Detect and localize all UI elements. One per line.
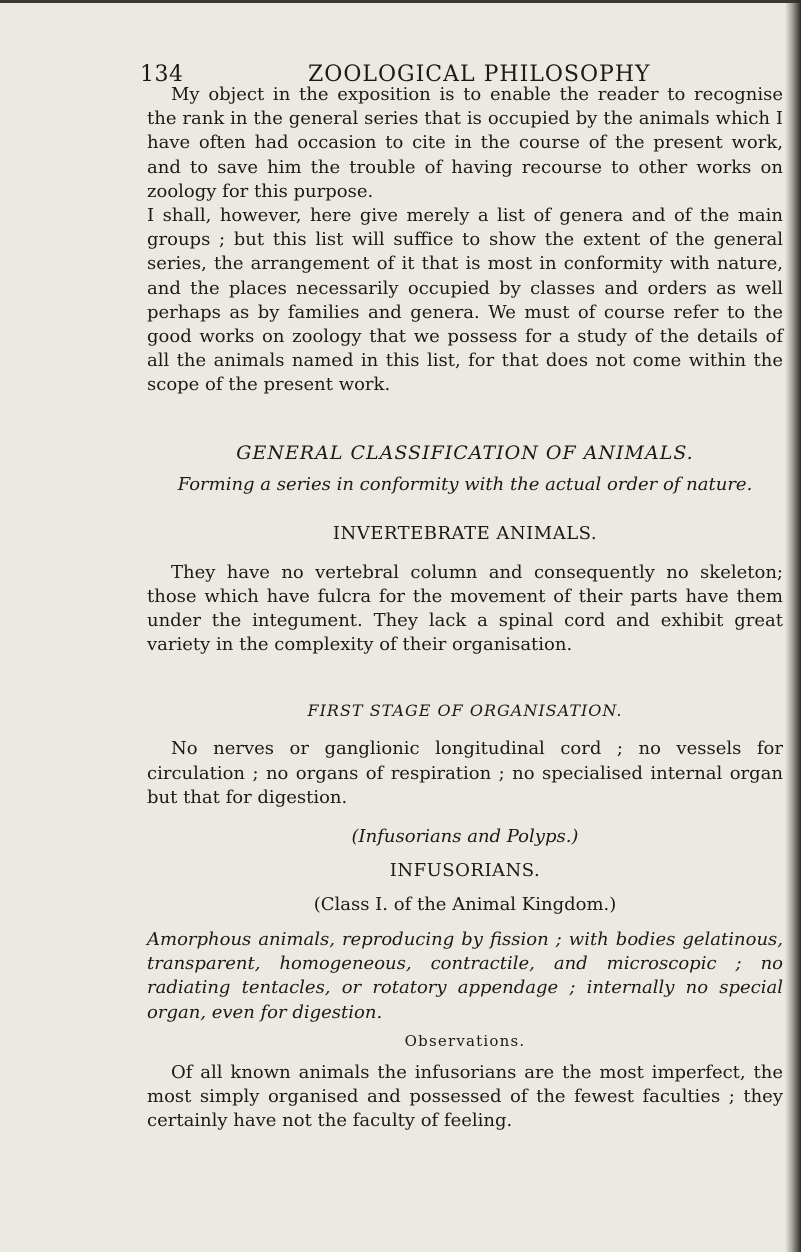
- infusorians-description: Amorphous animals, reproducing by fission ; with bodies gelatinous, transparent, homogeneous, contractile, and microscopic ; no radiating tentacles, or rotatory appendage ; internally no special organ, even for digestion.: [147, 929, 783, 1023]
- page-body: [147, 83, 783, 1133]
- infusorians-heading: INFUSORIANS.: [389, 860, 541, 882]
- section-subtitle: Forming a series in conformity with the actual order of nature.: [177, 473, 753, 495]
- intro-paragraph-1: My object in the exposition is to enable the reader to recognise the rank in the general series that is occupied by the animals which I have often had occasion to cite in the course of the present work, and to save him the trouble of having recourse to other works on zoology for this purpose.: [147, 84, 783, 202]
- group-label: (Infusorians and Polyps.): [351, 826, 579, 848]
- invertebrates-heading: INVERTEBRATE ANIMALS.: [332, 522, 598, 544]
- class-label: (Class I. of the Animal Kingdom.): [313, 894, 617, 916]
- observations-heading: Observations.: [404, 1031, 526, 1050]
- invertebrates-paragraph: They have no vertebral column and consequently no skeleton; those which have fulcra for the movement of their parts have them under the integument. They lack a spinal cord and exhibit great variety in the complexity of their organisation.: [147, 561, 783, 656]
- running-title: ZOOLOGICAL PHILOSOPHY: [308, 62, 651, 87]
- section-title: GENERAL CLASSIFICATION OF ANIMALS.: [236, 441, 694, 464]
- observations-paragraph: Of all known animals the infusorians are the most imperfect, the most simply organised and possessed of the fewest faculties ; they certainly have not the faculty of feeling.: [147, 1061, 783, 1132]
- first-stage-paragraph: No nerves or ganglionic longitudinal cord ; no vessels for circulation ; no organs of respiration ; no specialised internal organ but that for digestion.: [147, 738, 783, 808]
- page-number: 134: [140, 62, 184, 87]
- first-stage-heading: FIRST STAGE OF ORGANISATION.: [307, 701, 623, 721]
- intro-paragraph-2: I shall, however, here give merely a list of genera and of the main groups ; but this list will suffice to show the extent of the general series, the arrangement of it that is most in conformity with nature, and the places necessarily occupied by classes and orders as well perhaps as by families and genera. We must of course refer to the good works on zoology that we possess for a study of the details of all the animals named in this list, for that does not come within the scope of the present work.: [147, 205, 783, 396]
